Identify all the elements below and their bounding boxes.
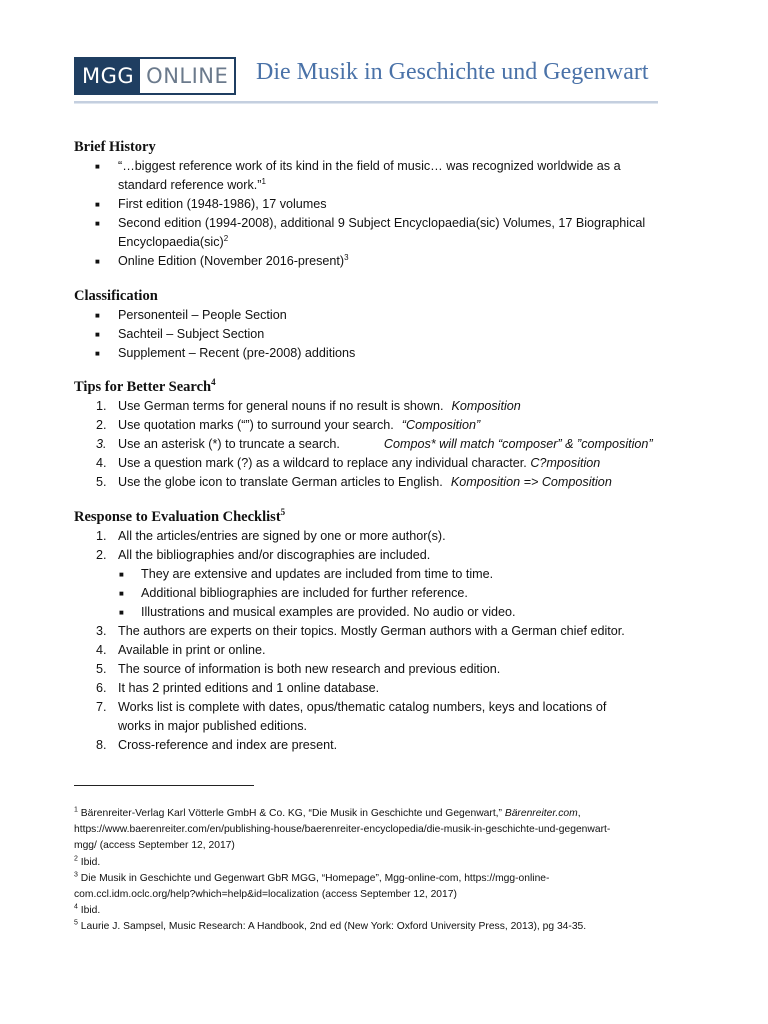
footnote-3-url[interactable]: com.ccl.idm.oclc.org/help?which=help&id=localization (access September 12, 2017) [74,889,457,901]
list-item: ■ Online Edition (November 2016-present)$^3$ [74,252,704,271]
logo-mgg-text: MGG [76,59,140,93]
list-item: 5. Use the globe icon to translate German articles to English. Komposition => Composition [96,475,612,489]
square-bullet-icon: ■ [119,589,124,598]
square-bullet-icon: ■ [119,570,124,579]
square-bullet-icon: ■ [95,257,100,266]
page-header [74,55,658,107]
square-bullet-icon: ■ [119,608,124,617]
footnote-ref: 1 [261,176,266,186]
classification-section [74,287,704,363]
tips-section [74,378,704,492]
square-bullet-icon: ■ [95,219,100,228]
footnote-divider [74,785,254,786]
sub-list-item: ■ Additional bibliographies are included for further reference. [74,584,704,603]
footnote-1-url[interactable]: https://www.baerenreiter.com/en/publishing-house/baerenreiter-encyclopedia/die-musik-in-geschichte-und-gegenwart- [74,824,611,836]
list-item: 3. The authors are experts on their topics. Mostly German authors with a German chief editor. [96,624,625,638]
list-item: ■ “…biggest reference work of its kind in the field of music… was recognized worldwide as a standard reference work.”$^1$ [95,159,621,192]
list-item: ■ Second edition (1994-2008), additional 9 Subject Encyclopaedia(sic) Volumes, 17 Biographical Encyclopaedia(sic)$^2$ [95,216,646,249]
square-bullet-icon: ■ [95,330,100,339]
header-divider [74,101,658,104]
tips-heading: Tips for Better Search$^4$ [74,377,216,395]
list-item: 7. Works list is complete with dates, opus/thematic catalog numbers, keys and locations of works in major published editions. [96,700,607,733]
list-item: ■ Sachteil – Subject Section [74,325,704,344]
list-item: 2. Use quotation marks (“”) to surround your search. “Composition” [96,418,481,432]
footnote-4: $^4$ Ibid. [74,903,101,917]
footnote-1-access: mgg/ (access September 12, 2017) [74,840,235,852]
footnote-1: $^1$ Bärenreiter-Verlag Karl Vötterle GmbH & Co. KG, “Die Musik in Geschichte und Gegenwart,” Bärenreiter.com, [74,806,581,819]
list-item: 1. All the articles/entries are signed by one or more author(s). [96,529,446,543]
footnote-2: $^2$ Ibid. [74,855,101,868]
list-item: 4. Available in print or online. [96,643,266,657]
checklist-heading: Response to Evaluation Checklist$^5$ [74,507,286,525]
list-item: 1. Use German terms for general nouns if no result is shown. Komposition [96,399,521,413]
sub-list-item: ■ They are extensive and updates are included from time to time. [74,565,704,584]
footnote-ref: 3 [344,252,349,262]
footnote-ref: 2 [223,233,229,243]
square-bullet-icon: ■ [95,311,100,320]
logo-online-text: ONLINE [140,59,234,93]
list-item: 6. It has 2 printed editions and 1 online database. [96,681,380,695]
footnote-3: $^3$ Die Musik in Geschichte und Gegenwart GbR MGG, “Homepage”, Mgg-online-com, https://mgg-online- [74,871,550,884]
list-item: ■ First edition (1948-1986), 17 volumes [74,195,704,214]
list-item: ■ Supplement – Recent (pre-2008) additions [74,344,704,363]
site-title: Die Musik in Geschichte und Gegenwart [256,59,649,85]
square-bullet-icon: ■ [95,349,100,358]
brief-history-heading: Brief History [74,139,156,155]
list-item: 4. Use a question mark (?) as a wildcard to replace any individual character. C?mposition [96,456,601,470]
square-bullet-icon: ■ [95,200,100,209]
list-item: ■ Personenteil – People Section [74,306,704,325]
checklist-section [74,508,704,755]
list-item: 5. The source of information is both new research and previous edition. [96,662,501,676]
square-bullet-icon: ■ [95,162,100,171]
footnote-5: $^5$ Laurie J. Sampsel, Music Research: A Handbook, 2nd ed (New York: Oxford University Press, 2013), pg 34-35. [74,920,587,933]
list-item: 2. All the bibliographies and/or discographies are included. [96,548,431,562]
list-item: 8. Cross-reference and index are present. [96,738,338,752]
mgg-online-logo [74,57,236,95]
brief-history-section [74,138,704,271]
footnotes [74,806,704,936]
classification-heading: Classification [74,288,158,304]
list-item: 3. Use an asterisk (*) to truncate a search. Compos* will match “composer” & ”composition” [96,437,653,451]
sub-list-item: ■ Illustrations and musical examples are provided. No audio or video. [74,603,704,622]
